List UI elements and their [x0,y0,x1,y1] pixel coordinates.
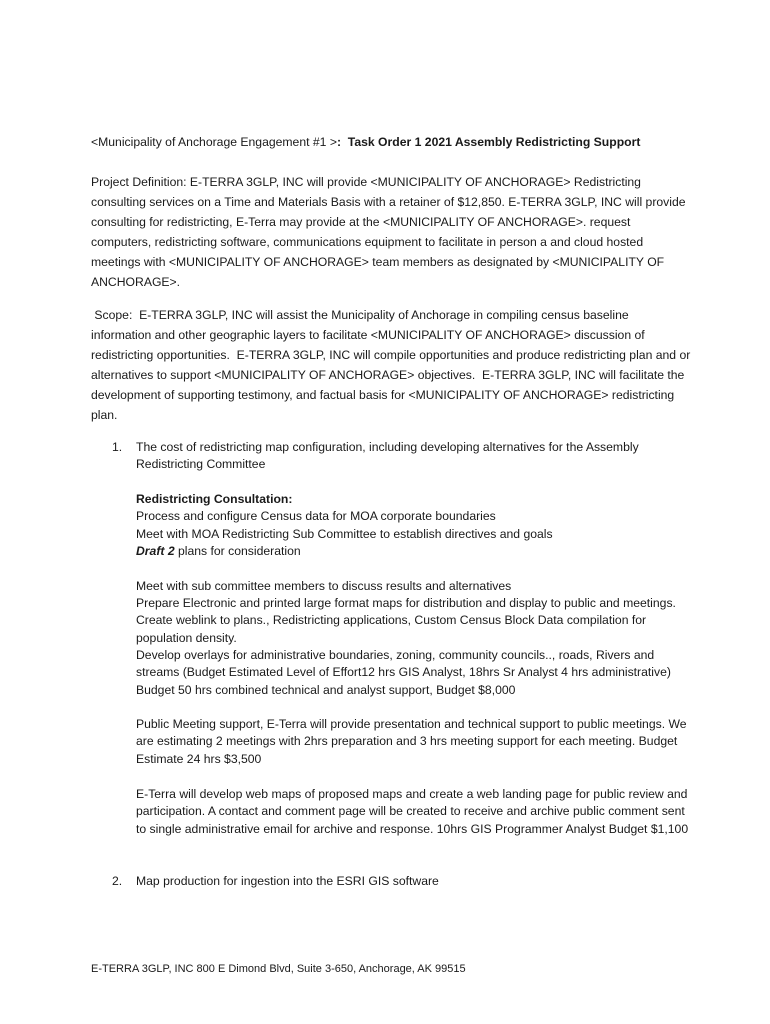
page-footer: E-TERRA 3GLP, INC 800 E Dimond Blvd, Suite 3-650, Anchorage, AK 99515 [91,963,466,975]
draft-label: Draft 2 [136,543,175,558]
web-maps-paragraph: E-Terra will develop web maps of proposed maps and create a web landing page for public review and participation. A contact and comment page will be created to receive and archive public comment sent to single administrative email for archive and response. 10hrs GIS Programmer Analyst Budget $1,100 [136,787,689,836]
maps-paragraph: Prepare Electronic and printed large format maps for distribution and display to public and meetings. Create weblink to plans., Redistricting applications, Custom Census Block Data compilation for population density. [136,596,676,645]
document-heading [91,133,731,151]
redistricting-consultation-block [136,491,696,560]
draft-text: plans for consideration [174,543,301,558]
list-item-number: 2. [112,874,123,888]
task-order-title: Task Order 1 2021 Assembly Redistricting Support [347,135,641,149]
list-item-text: Map production for ingestion into the ESRI GIS software [136,874,439,888]
project-definition-paragraph: Project Definition: E-TERRA 3GLP, INC will provide <MUNICIPALITY OF ANCHORAGE> Redistricting consulting services on a Time and Materials Basis with a retainer of $12,850. E-TERRA 3GLP, INC will provide consulting for redistricting, E-Terra may provide at the <MUNICIPALITY OF ANCHORAGE>. request computers, redistricting software, communications equipment to facilitate in person a and cloud hosted meetings with <MUNICIPALITY OF ANCHORAGE> team members as designated by <MUNICIPALITY OF ANCHORAGE>. [91,175,686,289]
consultation-title: Redistricting Consultation: [136,492,293,506]
overlays-paragraph: Develop overlays for administrative boundaries, zoning, community councils.., roads, Rivers and streams (Budget Estimated Level of Effort12 hrs GIS Analyst, 18hrs Sr Analyst 4 hrs administrative) Budget 50 hrs combined technical and analyst support, Budget $8,000 [136,648,671,697]
heading-separator: : [336,135,342,149]
scope-paragraph: Scope: E-TERRA 3GLP, INC will assist the Municipality of Anchorage in compiling census baseline information and other geographic layers to facilitate <MUNICIPALITY OF ANCHORAGE> discussion of redistricting opportunities. E-TERRA 3GLP, INC will compile opportunities and produce redistricting plan and or alternatives to support <MUNICIPALITY OF ANCHORAGE> objectives. E-TERRA 3GLP, INC will facilitate the development of supporting testimony, and factual basis for <MUNICIPALITY OF ANCHORAGE> redistricting plan. [91,308,694,422]
public-meeting-paragraph: Public Meeting support, E-Terra will provide presentation and technical support to public meetings. We are estimating 2 meetings with 2hrs preparation and 3 hrs meeting support for each meeting. Budget Estimate 24 hrs $3,500 [136,717,687,766]
list-item-number: 1. [112,440,123,454]
engagement-label: <Municipality of Anchorage Engagement #1 > [91,135,337,149]
list-item-text: The cost of redistricting map configuration, including developing alternatives for the Assembly Redistricting Committee [136,440,639,472]
draft-line [136,543,696,560]
consultation-line: Meet with MOA Redistricting Sub Committee to establish directives and goals [136,526,553,541]
consultation-line: Process and configure Census data for MOA corporate boundaries [136,509,496,524]
meetings-line: Meet with sub committee members to discuss results and alternatives [136,579,512,593]
